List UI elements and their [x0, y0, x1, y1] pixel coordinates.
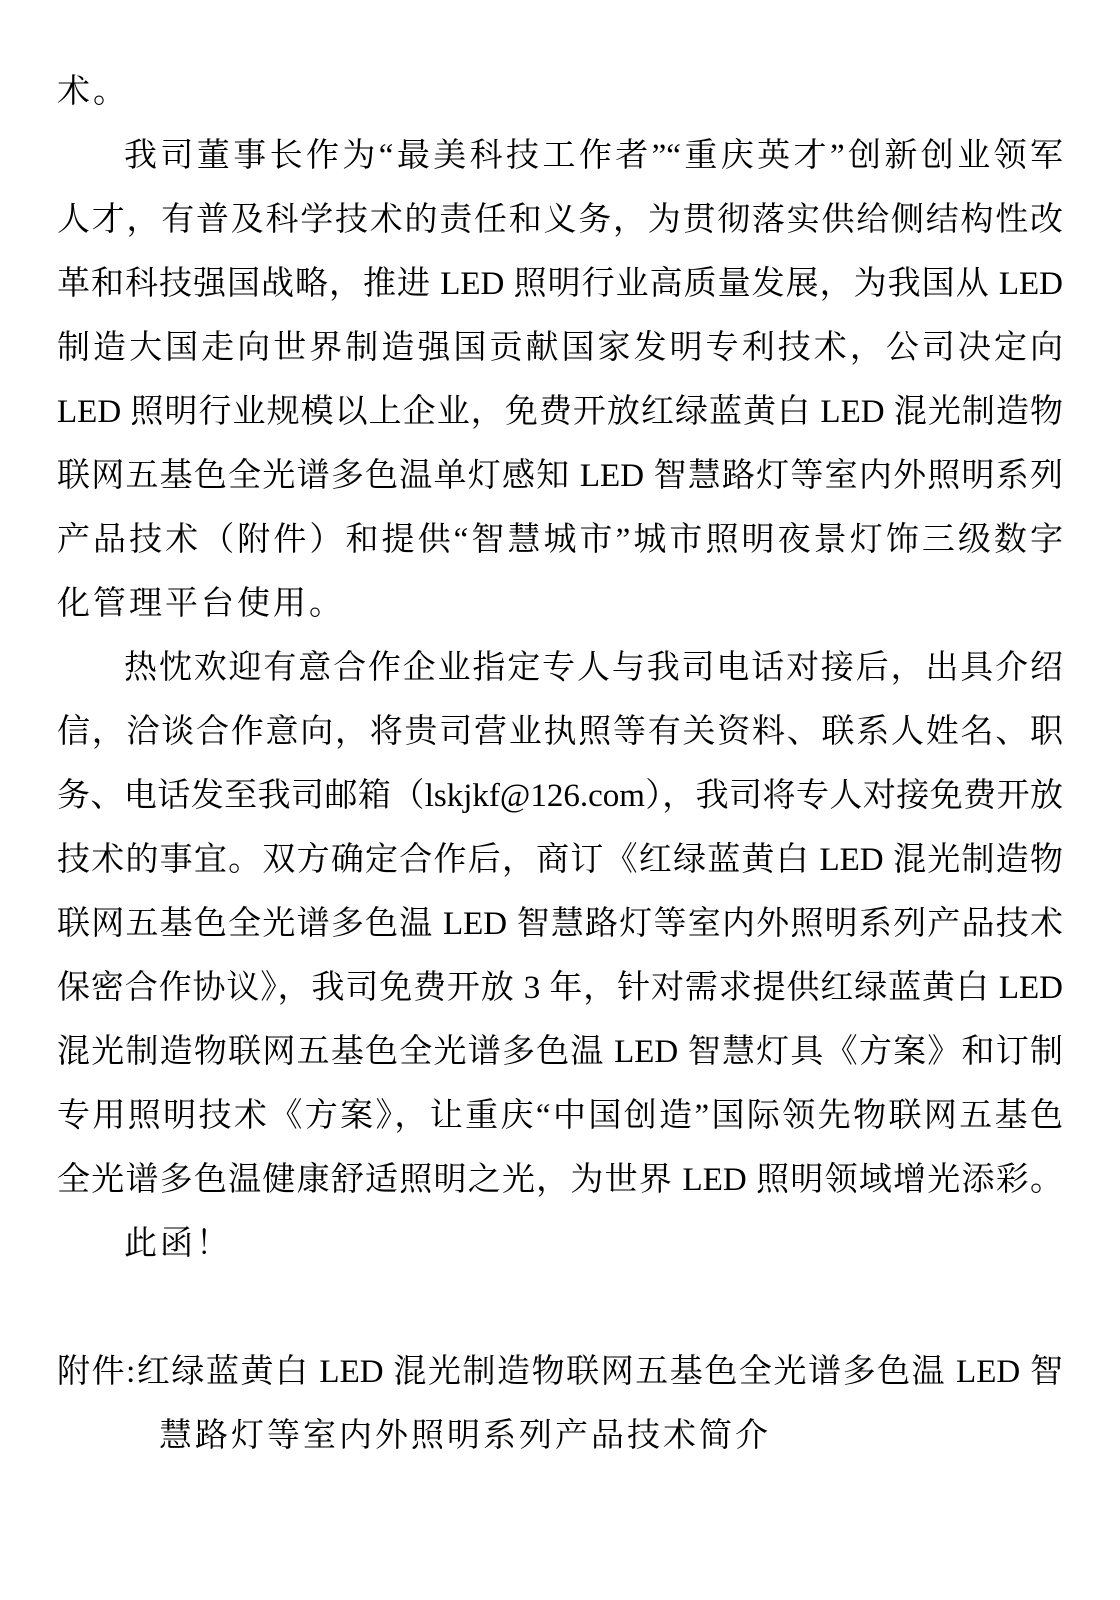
body-text-line: LED 照明行业规模以上企业，免费开放红绿蓝黄白 LED 混光制造物 — [57, 394, 1063, 430]
blank-line — [57, 1276, 1063, 1340]
body-text-line: 革和科技强国战略，推进 LED 照明行业高质量发展，为我国从 LED — [57, 266, 1063, 302]
body-text-line: 化管理平台使用。 — [57, 586, 345, 622]
body-text-line-with-email: 务、电话发至我司邮箱（lskjkf@126.com），我司将专人对接免费开放 — [57, 778, 1063, 814]
body-text-line: 我司董事长作为“最美科技工作者”“重庆英才”创新创业领军 — [124, 138, 1063, 174]
body-text-line: 热忱欢迎有意合作企业指定专人与我司电话对接后，出具介绍 — [124, 650, 1063, 686]
body-text-line: 保密合作协议》，我司免费开放 3 年，针对需求提供红绿蓝黄白 LED — [57, 970, 1063, 1006]
body-text-line: 信，洽谈合作意向，将贵司营业执照等有关资料、联系人姓名、职 — [57, 714, 1063, 750]
body-text-line: 技术的事宜。双方确定合作后，商订《红绿蓝黄白 LED 混光制造物 — [57, 842, 1063, 878]
attachment-line: 附件:红绿蓝黄白 LED 混光制造物联网五基色全光谱多色温 LED 智 — [57, 1354, 1063, 1390]
body-text-line: 术。 — [57, 74, 129, 110]
body-text-line: 联网五基色全光谱多色温单灯感知 LED 智慧路灯等室内外照明系列 — [57, 458, 1063, 494]
body-text-line: 联网五基色全光谱多色温 LED 智慧路灯等室内外照明系列产品技术 — [57, 906, 1063, 942]
body-text-line: 制造大国走向世界制造强国贡献国家发明专利技术，公司决定向 — [57, 330, 1063, 366]
body-text-line: 混光制造物联网五基色全光谱多色温 LED 智慧灯具《方案》和订制 — [57, 1034, 1063, 1070]
body-text-line: 人才，有普及科学技术的责任和义务，为贯彻落实供给侧结构性改 — [57, 202, 1063, 238]
body-text-line: 专用照明技术《方案》，让重庆“中国创造”国际领先物联网五基色 — [57, 1098, 1063, 1134]
body-text-line: 产品技术（附件）和提供“智慧城市”城市照明夜景灯饰三级数字 — [57, 522, 1063, 558]
attachment-line: 慧路灯等室内外照明系列产品技术简介 — [159, 1418, 771, 1454]
body-text-line: 全光谱多色温健康舒适照明之光，为世界 LED 照明领域增光添彩。 — [57, 1162, 1063, 1198]
closing-line: 此函！ — [124, 1226, 232, 1262]
